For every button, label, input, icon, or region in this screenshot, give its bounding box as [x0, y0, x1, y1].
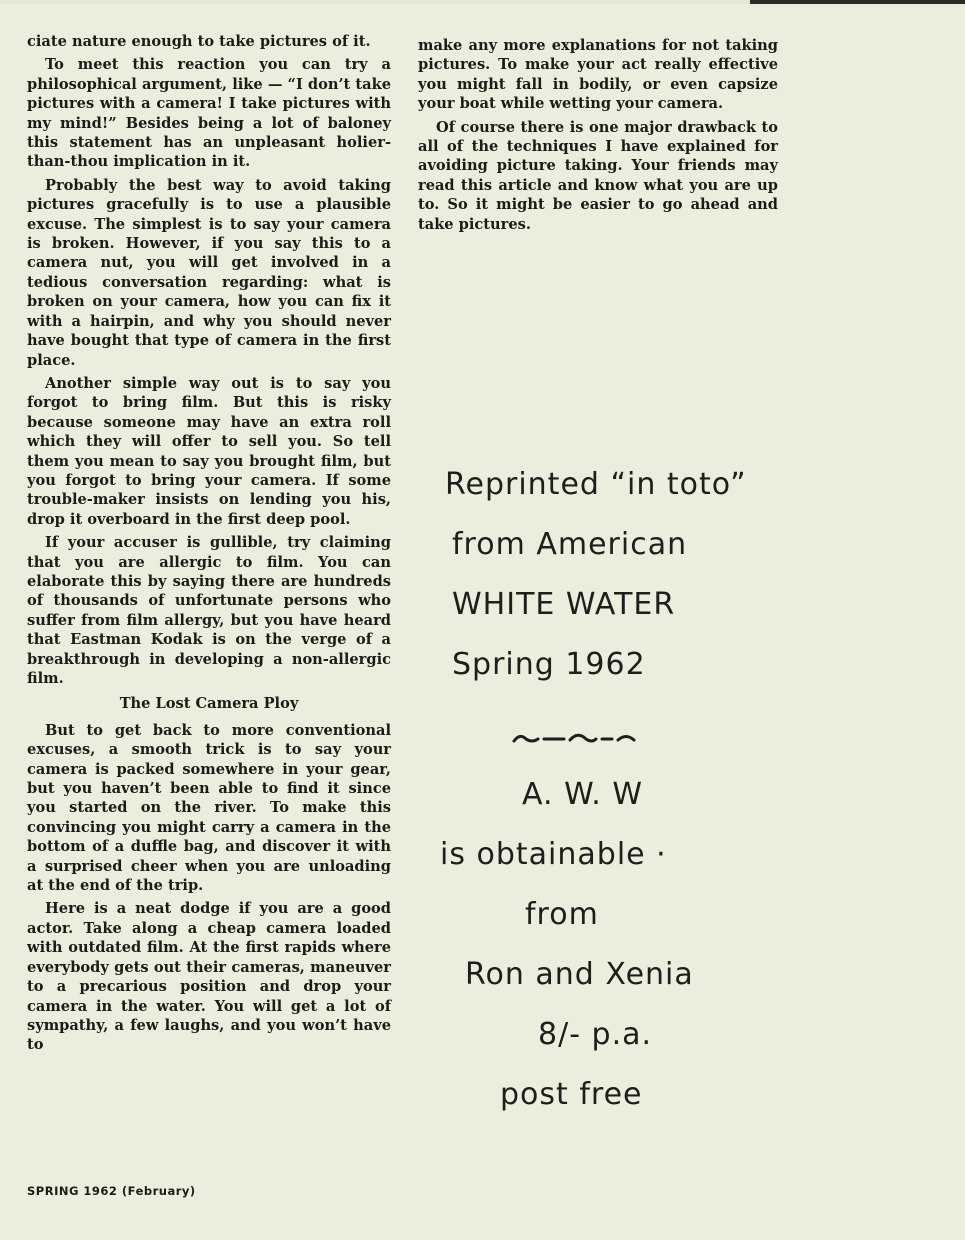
paragraph: Here is a neat dodge if you are a good actor. Take along a cheap camera loaded with outdated film. At the first rapids where everybody gets out their cameras, maneuver to a precarious position and drop your camera in the water. You will get a lot of sympathy, a few laughs, and you won’t have to	[27, 900, 391, 1054]
paragraph: Probably the best way to avoid taking pictures gracefully is to use a plausible excuse. The simplest is to say your camera is broken. However, if you say this to a camera nut, you will get involved in a tedious conversation regarding: what is broken on your camera, how you can fix it with a hairpin, and why you should never have bought that type of camera in the first place.	[27, 176, 391, 369]
top-edge-dark	[750, 0, 965, 4]
paragraph: ciate nature enough to take pictures of it.	[27, 33, 371, 50]
handwritten-line: from	[525, 897, 599, 932]
paragraph: make any more explanations for not taking pictures. To make your act really effective you might fall in bodily, or even capsize your boat while wetting your camera.	[418, 37, 778, 113]
paragraph: But to get back to more conventional excuses, a smooth trick is to say your camera is packed somewhere in your gear, but you haven’t been able to find it since you started on the river. To make this convincing you might carry a camera in the bottom of a duffle bag, and discover it with a surprised cheer when you are unloading at the end of the trip.	[27, 721, 391, 895]
top-edge	[0, 0, 965, 4]
paragraph: To meet this reaction you can try a philosophical argument, like — “I don’t take pictures with a camera! I take pictures with my mind!” Besides being a lot of baloney this statement has an unpleasant holier-than-thou implication in it.	[27, 56, 391, 171]
subheading: The Lost Camera Ploy	[119, 695, 299, 713]
handwritten-line: A. W. W	[522, 777, 644, 812]
handwritten-line: is obtainable ·	[440, 837, 667, 872]
right-column	[418, 36, 778, 238]
handwritten-line: Spring 1962	[452, 647, 646, 682]
handwritten-line: Reprinted “in toto”	[445, 467, 747, 502]
paragraph: Of course there is one major drawback to all of the techniques I have explained for avoiding picture taking. Your friends may read this article and know what you are up to. So it might be easier to go ahead and take pictures.	[418, 118, 778, 233]
handwritten-line: 8/- p.a.	[538, 1017, 653, 1052]
handwritten-line: post free	[500, 1077, 643, 1112]
handwritten-line: WHITE WATER	[452, 587, 676, 622]
left-column	[27, 32, 391, 1059]
paragraph: If your accuser is gullible, try claiming that you are allergic to film. You can elaborate this by saying there are hundreds of thousands of unfortunate persons who suffer from film allergy, but you have heard that Eastman Kodak is on the verge of a breakthrough in developing a non-allergic film.	[27, 534, 391, 687]
paragraph: Another simple way out is to say you forgot to bring film. But this is risky because someone may have an extra roll which they will offer to sell you. So tell them you mean to say you brought film, but you forgot to bring your camera. If some trouble-maker insists on lending you his, drop it overboard in the first deep pool.	[27, 374, 391, 528]
page-footer: SPRING 1962 (February)	[27, 1184, 196, 1198]
handwritten-line: from American	[452, 527, 688, 562]
handwritten-line: Ron and Xenia	[465, 957, 694, 992]
decorative-squiggle-icon	[512, 727, 642, 747]
